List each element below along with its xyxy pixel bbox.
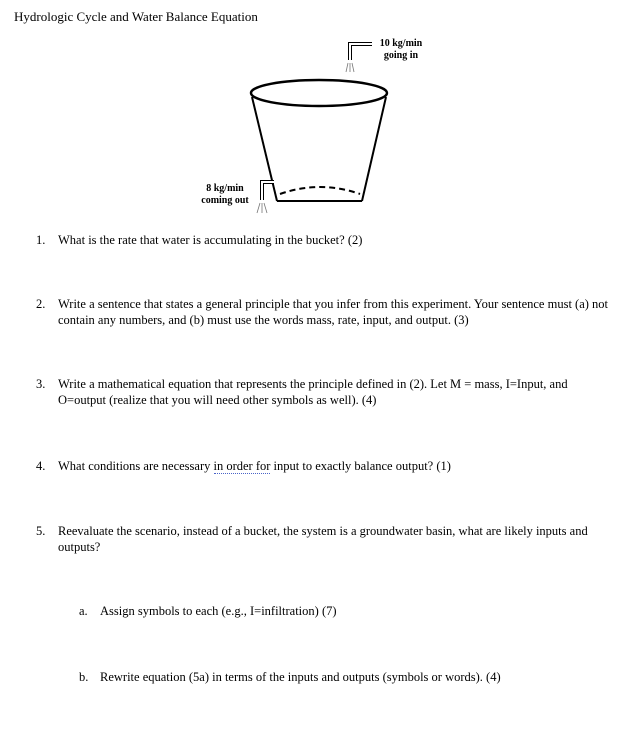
question-text-part: input to exactly balance output? (1) <box>270 459 451 473</box>
question-text: Write a mathematical equation that represents the principle defined in (2). Let M = mass, I=Input, and O=output (realize that you will need other symbols as well). (4) <box>58 377 568 407</box>
water-level-line <box>280 187 360 194</box>
question-2 <box>36 296 616 328</box>
subquestion-letter: a. <box>79 604 88 618</box>
question-number: 1. <box>36 233 46 247</box>
inflow-desc: going in <box>383 50 419 61</box>
question-5 <box>36 523 616 555</box>
bucket-right-side <box>362 97 386 201</box>
outflow-desc: coming out <box>201 195 249 206</box>
question-text: Write a sentence that states a general principle that you infer from this experiment. Your sentence must (a) not contain any numbers, and (b) must use the words mass, rate, input, and output. (3) <box>58 297 609 327</box>
question-number: 5. <box>36 524 46 538</box>
bucket-rim <box>251 80 387 106</box>
question-number: 2. <box>36 297 46 311</box>
spellcheck-underlined-phrase: in order for <box>213 459 271 473</box>
question-4 <box>36 458 616 474</box>
question-text-part: What conditions are necessary <box>58 459 214 473</box>
question-number: 3. <box>36 377 46 391</box>
question-text <box>58 458 616 474</box>
subquestion-text: Assign symbols to each (e.g., I=infiltration) (7) <box>100 604 337 618</box>
subquestion-text: Rewrite equation (5a) in terms of the inputs and outputs (symbols or words). (4) <box>100 670 501 684</box>
question-text: What is the rate that water is accumulating in the bucket? (2) <box>58 233 363 247</box>
question-3 <box>36 376 616 408</box>
subquestion-a <box>79 603 609 619</box>
outflow-rate: 8 kg/min <box>206 183 244 194</box>
subquestion-b <box>79 669 609 685</box>
question-1 <box>36 232 616 248</box>
outflow-water-stream <box>257 203 267 213</box>
bucket-left-side <box>252 97 277 201</box>
inflow-pipe <box>350 44 372 60</box>
question-text: Reevaluate the scenario, instead of a bucket, the system is a groundwater basin, what are likely inputs and outputs? <box>58 524 588 554</box>
question-number: 4. <box>36 459 46 473</box>
inflow-rate: 10 kg/min <box>379 38 423 49</box>
outflow-label <box>196 183 254 207</box>
subquestion-letter: b. <box>79 670 89 684</box>
document-title: Hydrologic Cycle and Water Balance Equation <box>14 9 258 24</box>
inflow-water-stream <box>346 63 354 72</box>
inflow-label <box>372 38 430 62</box>
